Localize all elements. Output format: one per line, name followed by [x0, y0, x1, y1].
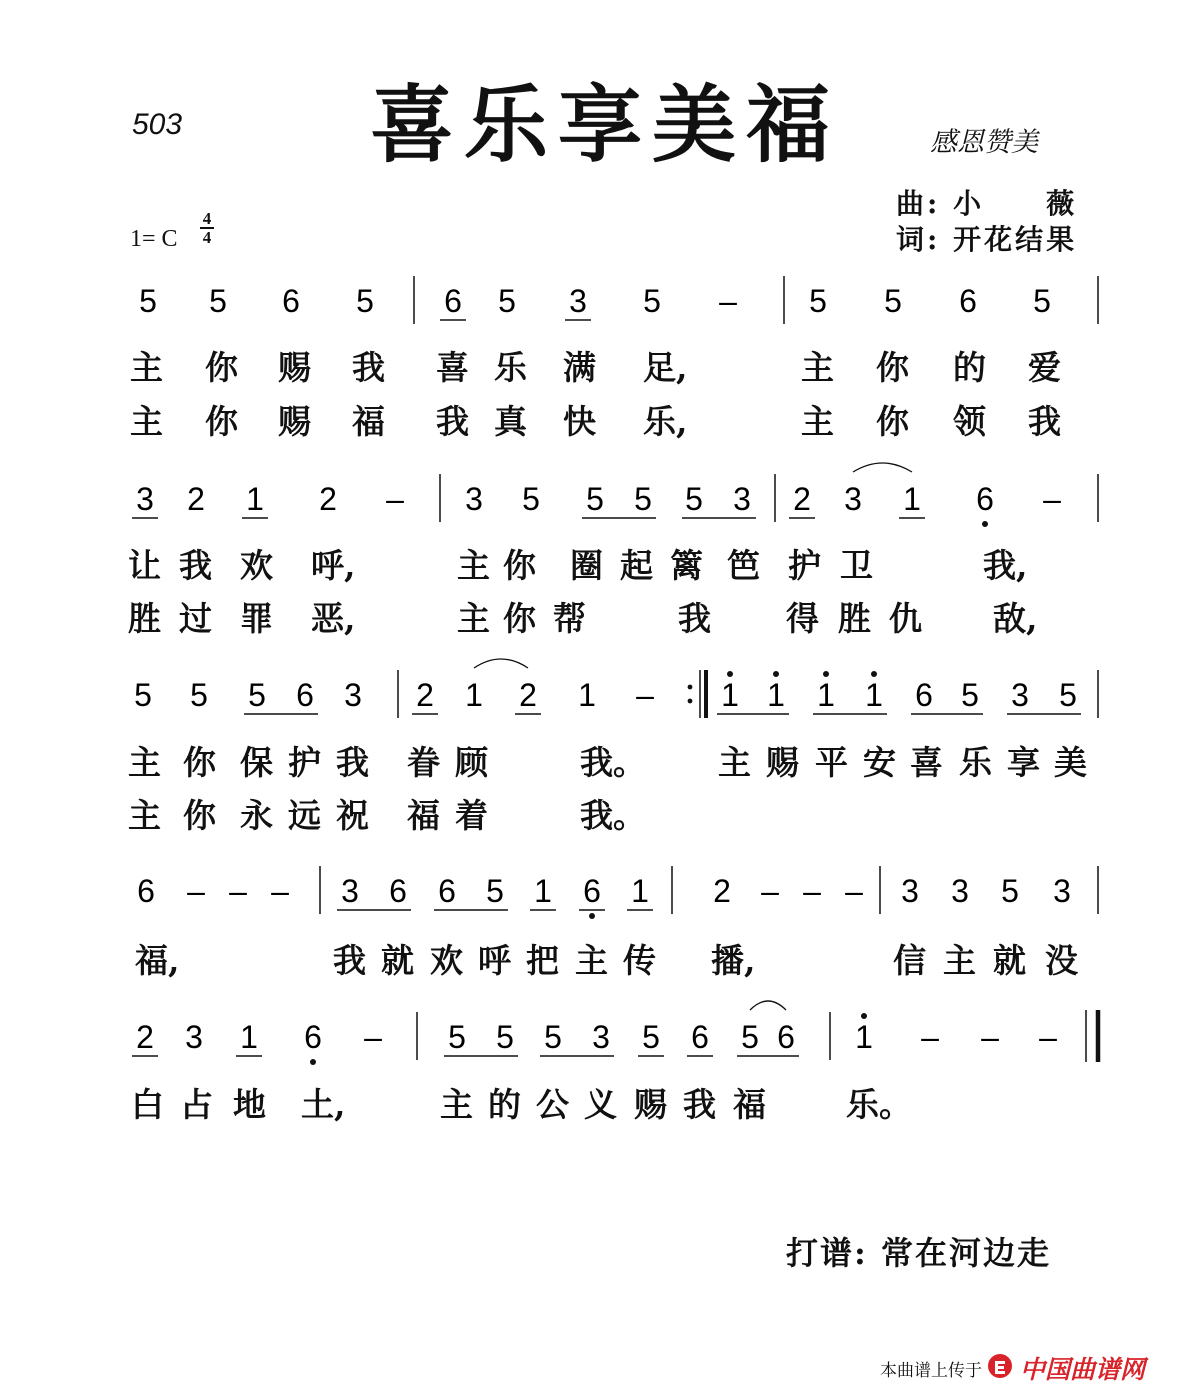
note-digit: 2 — [713, 873, 731, 909]
note-digit: 6 — [915, 677, 933, 713]
lyric-syllable: 爱 — [1028, 348, 1061, 387]
lyric-syllable: 把 — [526, 941, 559, 980]
lyric-syllable: 地 — [233, 1085, 266, 1124]
note-digit: 5 — [190, 677, 208, 713]
lyric-syllable: 赐 — [278, 348, 311, 387]
note-digit: 6 — [959, 283, 977, 319]
lyric-syllable: 主 — [128, 796, 161, 835]
lyric-syllable: 你 — [183, 796, 216, 835]
note-digit: 3 — [344, 677, 362, 713]
slur-tie — [750, 1001, 786, 1010]
lyric-syllable: 护 — [288, 743, 321, 782]
note-digit: 5 — [642, 1019, 660, 1055]
note-digit: 5 — [809, 283, 827, 319]
lyric-syllable: 主 — [128, 743, 161, 782]
time-signature-top: 4 — [202, 209, 212, 228]
sustain-dash: – — [271, 873, 289, 909]
upload-note: 本曲谱上传于 — [880, 1361, 982, 1381]
sustain-dash: – — [386, 481, 404, 517]
lyric-syllable: 远 — [288, 796, 321, 835]
note-digit: 3 — [951, 873, 969, 909]
key-signature: 1= C — [130, 226, 178, 252]
lyric-syllable: 帮 — [553, 599, 586, 638]
lyric-syllable: 主 — [440, 1085, 473, 1124]
lyric-syllable: 我, — [983, 546, 1028, 585]
lyric-syllable: 主 — [130, 348, 163, 387]
lyric-syllable: 祝 — [336, 796, 369, 835]
note-digit: 5 — [496, 1019, 514, 1055]
sustain-dash: – — [981, 1019, 999, 1055]
note-digit: 3 — [136, 481, 154, 517]
lyric-syllable: 福, — [135, 941, 180, 980]
lyric-syllable: 圈 — [570, 546, 603, 585]
note-digit: 6 — [691, 1019, 709, 1055]
note-digit: 5 — [884, 283, 902, 319]
note-digit: 5 — [248, 677, 266, 713]
octave-dot-low — [589, 913, 595, 919]
lyric-syllable: 乐, — [643, 402, 688, 441]
note-digit: 5 — [1033, 283, 1051, 319]
lyric-syllable: 播, — [711, 941, 756, 980]
note-digit: 1 — [721, 677, 739, 713]
lyric-syllable: 你 — [503, 546, 536, 585]
octave-dot-high — [871, 671, 877, 677]
lyric-syllable: 乐 — [959, 743, 992, 782]
lyric-syllable: 主 — [457, 546, 490, 585]
note-digit: 5 — [209, 283, 227, 319]
lyric-syllable: 欢 — [430, 941, 463, 980]
note-digit: 6 — [304, 1019, 322, 1055]
note-digit: 1 — [767, 677, 785, 713]
page-title: 喜乐享美福 — [370, 75, 841, 174]
sustain-dash: – — [921, 1019, 939, 1055]
lyric-syllable: 义 — [584, 1085, 617, 1124]
lyric-syllable: 满 — [563, 348, 596, 387]
note-digit: 6 — [282, 283, 300, 319]
lyric-syllable: 占 — [180, 1085, 213, 1124]
note-digit: 1 — [903, 481, 921, 517]
note-digit: 1 — [465, 677, 483, 713]
note-digit: 6 — [976, 481, 994, 517]
typist-credit: 打谱: 常在河边走 — [786, 1234, 1051, 1272]
time-signature-bottom: 4 — [202, 228, 212, 247]
note-digit: 3 — [592, 1019, 610, 1055]
lyric-syllable: 主 — [130, 402, 163, 441]
lyric-syllable: 我 — [678, 599, 711, 638]
note-digit: 1 — [631, 873, 649, 909]
lyric-syllable: 主 — [943, 941, 976, 980]
note-digit: 5 — [634, 481, 652, 517]
lyric-syllable: 起 — [620, 546, 653, 585]
lyric-syllable: 你 — [183, 743, 216, 782]
lyric-syllable: 就 — [381, 941, 414, 980]
lyric-syllable: 领 — [953, 402, 986, 441]
note-digit: 5 — [522, 481, 540, 517]
lyric-syllable: 保 — [240, 743, 273, 782]
note-digit: 5 — [643, 283, 661, 319]
lyric-syllable: 胜 — [128, 599, 161, 638]
lyric-syllable: 我 — [436, 402, 469, 441]
lyric-syllable: 赐 — [766, 743, 799, 782]
note-digit: 5 — [685, 481, 703, 517]
note-digit: 1 — [855, 1019, 873, 1055]
lyric-syllable: 护 — [788, 546, 821, 585]
lyric-syllable: 赐 — [278, 402, 311, 441]
lyric-syllable: 土, — [301, 1085, 346, 1124]
note-digit: 3 — [465, 481, 483, 517]
lyric-syllable: 我 — [683, 1085, 716, 1124]
lyric-syllable: 的 — [488, 1085, 521, 1124]
note-digit: 3 — [569, 283, 587, 319]
note-digit: 3 — [733, 481, 751, 517]
lyric-syllable: 你 — [205, 348, 238, 387]
octave-dot-high — [727, 671, 733, 677]
lyric-syllable: 美 — [1054, 743, 1087, 782]
lyricist-credit: 词: 开花结果 — [896, 223, 1078, 256]
lyric-syllable: 福 — [407, 796, 440, 835]
lyric-syllable: 过 — [179, 599, 212, 638]
lyric-syllable: 主 — [575, 941, 608, 980]
sustain-dash: – — [845, 873, 863, 909]
lyric-syllable: 主 — [801, 402, 834, 441]
sustain-dash: – — [803, 873, 821, 909]
note-digit: 5 — [961, 677, 979, 713]
lyric-syllable: 福 — [352, 402, 385, 441]
lyric-syllable: 就 — [993, 941, 1026, 980]
repeat-dot — [688, 685, 693, 690]
lyric-syllable: 我 — [333, 941, 366, 980]
lyric-syllable: 主 — [801, 348, 834, 387]
octave-dot-low — [310, 1059, 316, 1065]
sustain-dash: – — [719, 283, 737, 319]
lyric-syllable: 你 — [503, 599, 536, 638]
lyric-syllable: 卫 — [840, 546, 873, 585]
lyric-syllable: 的 — [953, 348, 986, 387]
lyric-syllable: 仇 — [889, 599, 922, 638]
note-digit: 5 — [586, 481, 604, 517]
note-digit: 5 — [498, 283, 516, 319]
lyric-syllable: 信 — [893, 941, 926, 980]
lyric-syllable: 传 — [623, 941, 656, 980]
lyric-syllable: 没 — [1045, 941, 1078, 980]
octave-dot-high — [773, 671, 779, 677]
note-digit: 5 — [1001, 873, 1019, 909]
note-digit: 1 — [578, 677, 596, 713]
note-digit: 6 — [389, 873, 407, 909]
note-digit: 1 — [817, 677, 835, 713]
lyric-syllable: 白 — [131, 1085, 164, 1124]
octave-dot-low — [982, 521, 988, 527]
note-digit: 6 — [438, 873, 456, 909]
lyric-syllable: 我 — [352, 348, 385, 387]
lyric-syllable: 着 — [455, 796, 488, 835]
note-digit: 1 — [240, 1019, 258, 1055]
octave-dot-high — [861, 1013, 867, 1019]
lyric-syllable: 笆 — [727, 546, 760, 585]
note-digit: 2 — [793, 481, 811, 517]
lyric-syllable: 眷 — [407, 743, 440, 782]
lyric-syllable: 喜 — [910, 743, 943, 782]
note-digit: 2 — [519, 677, 537, 713]
lyric-syllable: 足, — [643, 348, 688, 387]
note-digit: 3 — [185, 1019, 203, 1055]
lyric-syllable: 乐 — [494, 348, 527, 387]
lyric-syllable: 安 — [863, 743, 896, 782]
lyric-syllable: 永 — [240, 796, 273, 835]
lyric-syllable: 喜 — [436, 348, 469, 387]
note-digit: 3 — [341, 873, 359, 909]
note-digit: 5 — [544, 1019, 562, 1055]
lyric-syllable: 我。 — [580, 743, 646, 782]
category-label: 感恩赞美 — [930, 127, 1038, 158]
lyric-syllable: 乐。 — [846, 1085, 912, 1124]
lyric-syllable: 罪 — [240, 599, 273, 638]
sustain-dash: – — [187, 873, 205, 909]
sustain-dash: – — [1039, 1019, 1057, 1055]
lyric-syllable: 我。 — [580, 796, 646, 835]
note-digit: 3 — [901, 873, 919, 909]
note-digit: 3 — [1011, 677, 1029, 713]
lyric-syllable: 我 — [336, 743, 369, 782]
lyric-syllable: 呼, — [311, 546, 356, 585]
note-digit: 2 — [187, 481, 205, 517]
repeat-dot — [688, 699, 693, 704]
note-digit: 3 — [1053, 873, 1071, 909]
lyric-syllable: 主 — [718, 743, 751, 782]
lyric-syllable: 篱 — [670, 546, 703, 585]
octave-dot-high — [823, 671, 829, 677]
note-digit: 5 — [356, 283, 374, 319]
lyric-syllable: 敌, — [993, 599, 1038, 638]
note-digit: 6 — [583, 873, 601, 909]
lyric-syllable: 赐 — [634, 1085, 667, 1124]
note-digit: 6 — [137, 873, 155, 909]
lyric-syllable: 你 — [876, 348, 909, 387]
note-digit: 6 — [296, 677, 314, 713]
note-digit: 2 — [319, 481, 337, 517]
note-digit: 1 — [534, 873, 552, 909]
note-digit: 5 — [134, 677, 152, 713]
sustain-dash: – — [364, 1019, 382, 1055]
lyric-syllable: 真 — [494, 402, 527, 441]
site-logo-icon — [986, 1352, 1014, 1380]
sustain-dash: – — [229, 873, 247, 909]
note-digit: 6 — [777, 1019, 795, 1055]
site-logo-text: 中国曲谱网 — [1020, 1355, 1146, 1384]
note-digit: 2 — [416, 677, 434, 713]
slur-tie — [474, 659, 528, 668]
lyric-syllable: 欢 — [240, 546, 273, 585]
note-digit: 1 — [865, 677, 883, 713]
lyric-syllable: 我 — [179, 546, 212, 585]
note-digit: 5 — [741, 1019, 759, 1055]
lyric-syllable: 你 — [205, 402, 238, 441]
lyric-syllable: 享 — [1007, 743, 1040, 782]
lyric-syllable: 得 — [786, 599, 819, 638]
lyric-syllable: 让 — [128, 546, 161, 585]
note-digit: 2 — [136, 1019, 154, 1055]
note-digit: 5 — [139, 283, 157, 319]
lyric-syllable: 你 — [876, 402, 909, 441]
lyric-syllable: 呼 — [478, 941, 511, 980]
sustain-dash: – — [761, 873, 779, 909]
note-digit: 3 — [844, 481, 862, 517]
lyric-syllable: 主 — [457, 599, 490, 638]
lyric-syllable: 平 — [815, 743, 848, 782]
lyric-syllable: 胜 — [838, 599, 871, 638]
composer-credit: 曲: 小 薇 — [896, 187, 1078, 220]
song-number: 503 — [132, 108, 183, 141]
lyric-syllable: 我 — [1028, 402, 1061, 441]
note-digit: 5 — [448, 1019, 466, 1055]
lyric-syllable: 公 — [536, 1085, 569, 1124]
lyric-syllable: 快 — [563, 402, 596, 441]
lyric-syllable: 顾 — [455, 743, 488, 782]
note-digit: 5 — [1059, 677, 1077, 713]
sustain-dash: – — [636, 677, 654, 713]
note-digit: 1 — [246, 481, 264, 517]
note-digit: 5 — [486, 873, 504, 909]
sustain-dash: – — [1043, 481, 1061, 517]
lyric-syllable: 恶, — [311, 599, 356, 638]
lyric-syllable: 福 — [733, 1085, 766, 1124]
slur-tie — [853, 463, 912, 472]
note-digit: 6 — [444, 283, 462, 319]
